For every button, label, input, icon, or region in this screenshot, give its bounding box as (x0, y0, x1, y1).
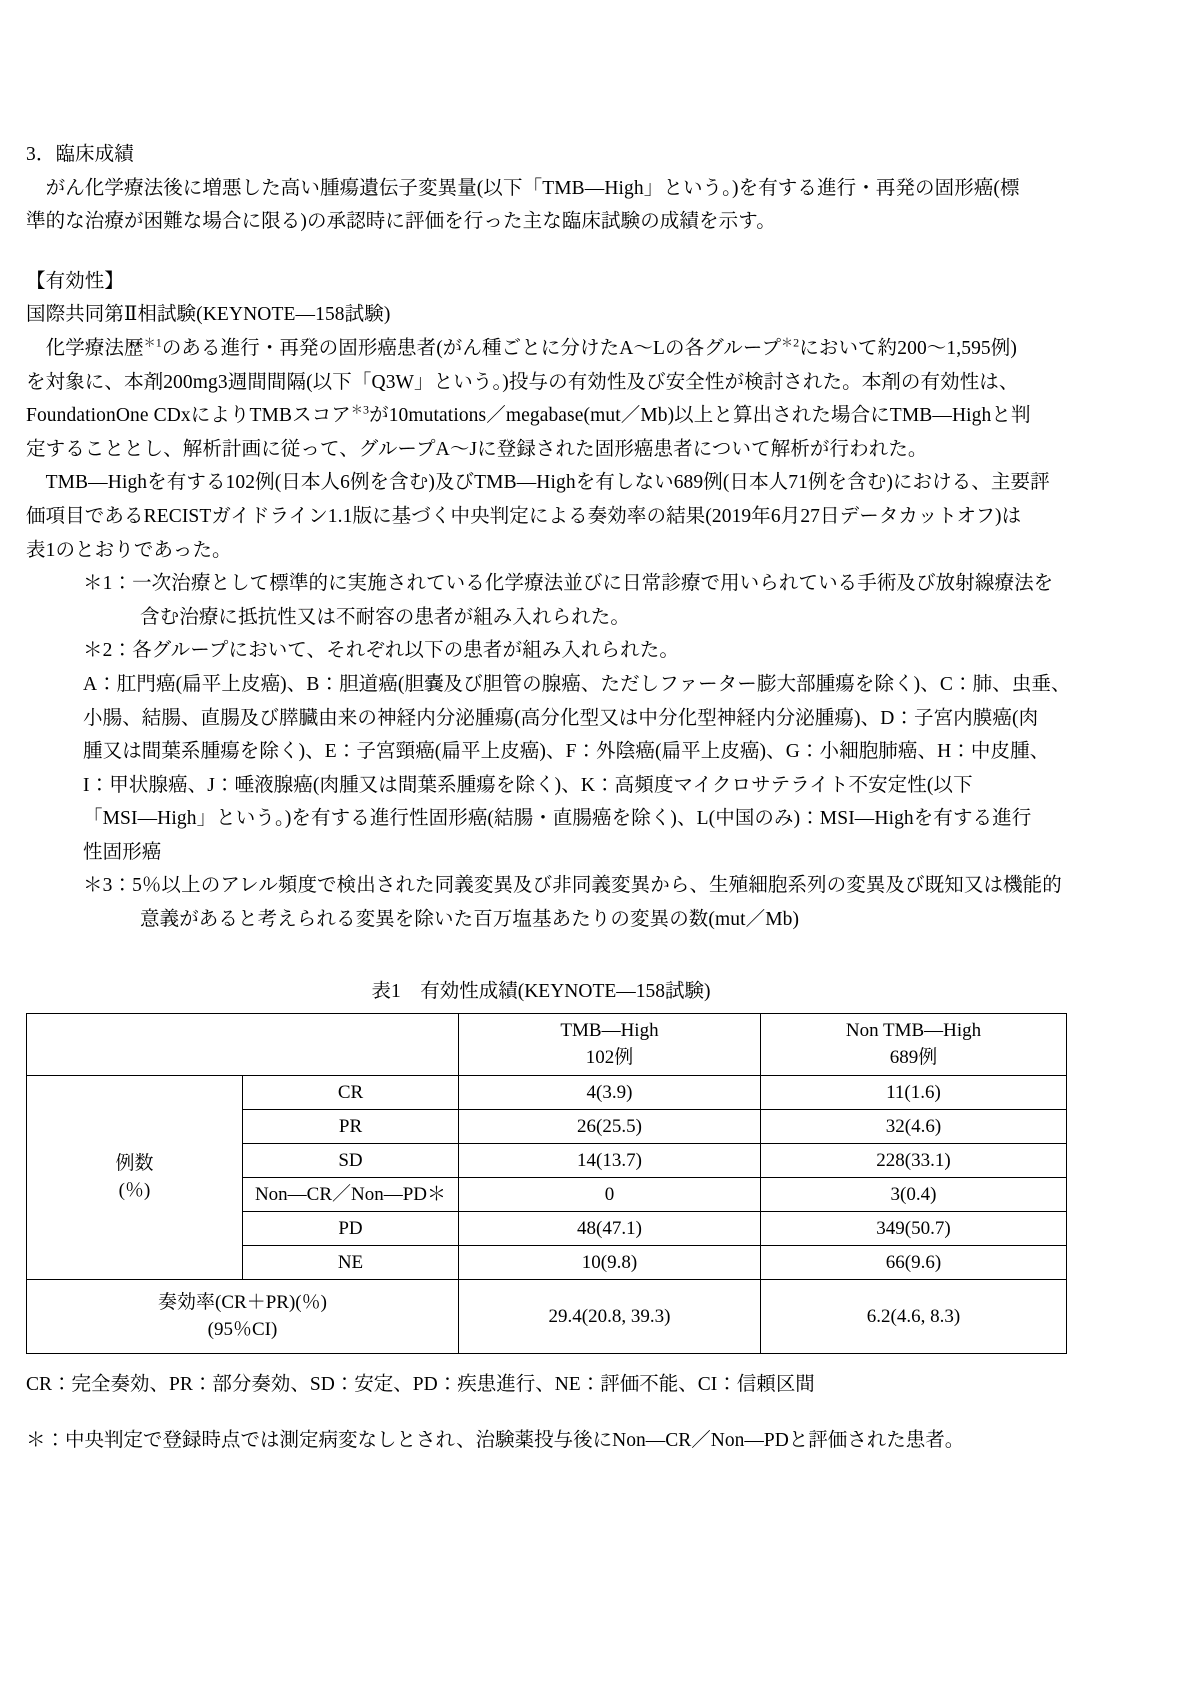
row-label-pr: PR (243, 1109, 459, 1143)
footnote-1-text: 一次治療として標準的に実施されている化学療法並びに日常診療で用いられている手術及び放射線療法を (132, 573, 1054, 595)
table-row (27, 1075, 1067, 1109)
footnote-2-label: ＊2： (83, 640, 133, 662)
header-tmb-high-name: TMB—High (560, 1020, 659, 1042)
study-title: 国際共同第Ⅱ相試験(KEYNOTE—158試験) (26, 304, 391, 326)
cell-sd-non-tmb-high: 228(33.1) (761, 1143, 1067, 1177)
response-rate-label-line-2: (95％CI) (207, 1319, 278, 1341)
row-label-ne: NE (243, 1245, 459, 1279)
cell-cr-tmb-high: 4(3.9) (459, 1075, 761, 1109)
footnote-2-text: 各グループにおいて、それぞれ以下の患者が組み入れられた。 (132, 640, 679, 662)
footnote-marker-3: ＊3 (350, 402, 370, 417)
footnote-3-label: ＊3： (83, 875, 133, 897)
efficacy-paragraph-2-line-3: 表1のとおりであった。 (26, 539, 232, 561)
group-list-line-2: 小腸、結腸、直腸及び膵臓由来の神経内分泌腫瘍(高分化型又は中分化型神経内分泌腫瘍)、D：子宮内膜癌(肉 (83, 707, 1039, 729)
efficacy-results-table (26, 1013, 1067, 1354)
cell-non-cr-non-pd-non-tmb-high: 3(0.4) (761, 1177, 1067, 1211)
footnote-marker-2: ＊2 (781, 335, 800, 350)
cell-response-rate-non-tmb-high: 6.2(4.6, 8.3) (761, 1279, 1067, 1353)
p1l3-a: FoundationOne CDxによりTMBスコア (26, 405, 351, 427)
group-list-line-5: 「MSI—High」という。)を有する進行性固形癌(結腸・直腸癌を除く)、L(中国のみ)：MSI—Highを有する進行 (83, 808, 1032, 830)
section-intro-line-1: がん化学療法後に増悪した高い腫瘍遺伝子変異量(以下「TMB—High」という。)を有する進行・再発の固形癌(標 (26, 177, 1020, 199)
row-group-label-cases (27, 1075, 243, 1279)
row-label-pd: PD (243, 1211, 459, 1245)
table-footnote-abbreviations: CR：完全奏効、PR：部分奏効、SD：安定、PD：疾患進行、NE：評価不能、CI：信頼区間 (26, 1373, 815, 1395)
row-label-cr: CR (243, 1075, 459, 1109)
efficacy-paragraph-2-line-1: TMB—Highを有する102例(日本人6例を含む)及びTMB—Highを有しない689例(日本人71例を含む)における、主要評 (26, 472, 1050, 494)
table-caption: 表1 有効性成績(KEYNOTE—158試験) (371, 980, 711, 1002)
footnote-2 (26, 634, 1146, 668)
cell-response-rate-tmb-high: 29.4(20.8, 39.3) (459, 1279, 761, 1353)
efficacy-heading: 【有効性】 (26, 270, 125, 292)
cell-ne-non-tmb-high: 66(9.6) (761, 1245, 1067, 1279)
cell-cr-non-tmb-high: 11(1.6) (761, 1075, 1067, 1109)
cell-sd-tmb-high: 14(13.7) (459, 1143, 761, 1177)
footnote-3 (26, 869, 1146, 903)
row-group-label-line-1: 例数 (115, 1153, 154, 1175)
table-footnote-asterisk: ＊：中央判定で登録時点では測定病変なしとされ、治験薬投与後にNon—CR／Non—PDと評価された患者。 (26, 1429, 965, 1451)
row-group-label-line-2: (％) (118, 1180, 151, 1202)
cell-non-cr-non-pd-tmb-high: 0 (459, 1177, 761, 1211)
row-label-non-cr-non-pd: Non—CR／Non—PD＊ (243, 1177, 459, 1211)
footnote-1 (26, 567, 1146, 601)
header-non-tmb-high (761, 1013, 1067, 1075)
document-content (26, 138, 1146, 1458)
section-intro-line-2: 準的な治療が困難な場合に限る)の承認時に評価を行った主な臨床試験の成績を示す。 (26, 211, 776, 233)
response-rate-label-line-1: 奏効率(CR＋PR)(％) (158, 1292, 327, 1314)
efficacy-paragraph-1-line-4: 定することとし、解析計画に従って、グループA〜Jに登録された固形癌患者について解析が行われた。 (26, 438, 928, 460)
header-blank-cell (27, 1013, 459, 1075)
header-tmb-high-count: 102例 (585, 1047, 634, 1069)
footnote-1-label: ＊1： (83, 573, 133, 595)
group-list-line-1: A：肛門癌(扁平上皮癌)、B：胆道癌(胆嚢及び胆管の腺癌、ただしファーター膨大部腫瘍を除く)、C：肺、虫垂、 (83, 673, 1071, 695)
group-list-line-6: 性固形癌 (83, 841, 162, 863)
p1l1-b: のある進行・再発の固形癌患者(がん種ごとに分けたA〜Lの各グループ (161, 337, 782, 359)
efficacy-paragraph-1-line-2: を対象に、本剤200mg3週間間隔(以下「Q3W」という。)投与の有効性及び安全性が検討された。本剤の有効性は、 (26, 371, 1019, 393)
p1l1-c: において約200〜1,595例) (799, 337, 1017, 359)
table-header-row (27, 1013, 1067, 1075)
group-list-line-4: I：甲状腺癌、J：唾液腺癌(肉腫又は間葉系腫瘍を除く)、K：高頻度マイクロサテライト不安定性(以下 (83, 774, 973, 796)
header-non-tmb-high-count: 689例 (889, 1047, 938, 1069)
footnote-3-continued: 意義があると考えられる変異を除いた百万塩基あたりの変異の数(mut／Mb) (140, 909, 800, 931)
table-row-response-rate (27, 1279, 1067, 1353)
group-list-line-3: 腫又は間葉系腫瘍を除く)、E：子宮頸癌(扁平上皮癌)、F：外陰癌(扁平上皮癌)、G：小細胞肺癌、H：中皮腫、 (83, 741, 1050, 763)
row-label-sd: SD (243, 1143, 459, 1177)
spacer (26, 239, 1146, 265)
cell-ne-tmb-high: 10(9.8) (459, 1245, 761, 1279)
header-tmb-high (459, 1013, 761, 1075)
cell-pr-non-tmb-high: 32(4.6) (761, 1109, 1067, 1143)
section-heading: 3．臨床成績 (26, 144, 134, 165)
p1l3-b: が10mutations／megabase(mut／Mb)以上と算出された場合にTMB—Highと判 (369, 405, 1031, 427)
row-label-response-rate (27, 1279, 459, 1353)
footnote-1-continued: 含む治療に抵抗性又は不耐容の患者が組み入れられた。 (140, 606, 631, 628)
cell-pd-non-tmb-high: 349(50.7) (761, 1211, 1067, 1245)
efficacy-paragraph-1-line-3 (26, 399, 1146, 433)
efficacy-paragraph-2-line-2: 価項目であるRECISTガイドライン1.1版に基づく中央判定による奏効率の結果(2019年6月27日データカットオフ)は (26, 505, 1022, 527)
cell-pr-tmb-high: 26(25.5) (459, 1109, 761, 1143)
efficacy-paragraph-1-line-1 (26, 332, 1146, 366)
footnote-marker-1: ＊1 (143, 335, 162, 350)
cell-pd-tmb-high: 48(47.1) (459, 1211, 761, 1245)
footnote-3-text: 5％以上のアレル頻度で検出された同義変異及び非同義変異から、生殖細胞系列の変異及び既知又は機能的 (132, 875, 1062, 897)
header-non-tmb-high-name: Non TMB—High (845, 1020, 982, 1042)
p1l1-a: 化学療法歴 (26, 337, 144, 359)
spacer (26, 1402, 1146, 1410)
